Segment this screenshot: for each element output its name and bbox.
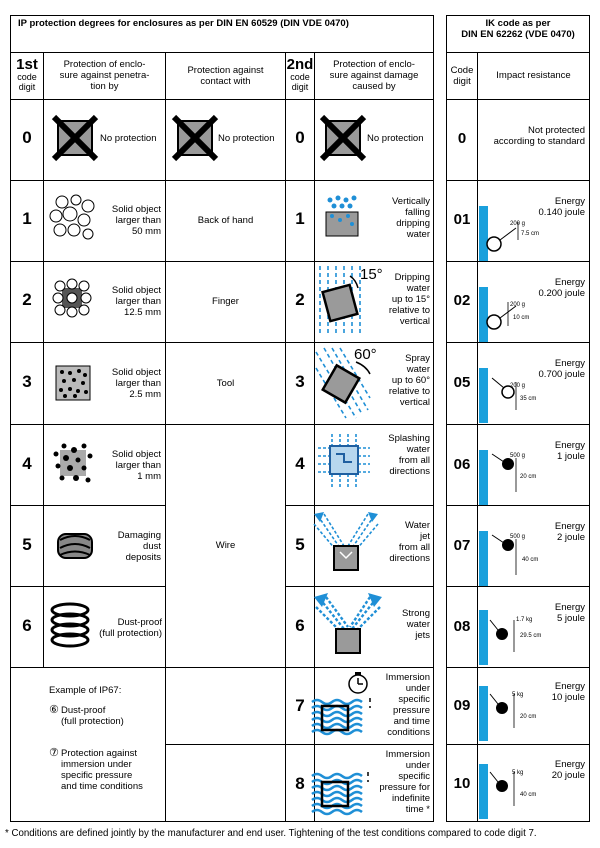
second-digit-subheader: code digit — [290, 72, 310, 92]
impact-hammer-icon — [486, 210, 522, 254]
ik-code: 01 — [453, 211, 471, 228]
solid-text: No protection — [100, 133, 157, 144]
impact-weight: 5 kg — [512, 770, 524, 776]
ip-title: IP protection degrees for enclosures as per DIN EN 60529 (DIN VDE 0470) — [18, 18, 349, 29]
second-digit: 1 — [295, 209, 305, 228]
impact-height: 20 cm — [520, 474, 537, 480]
example-item2-number: ⑦ — [49, 747, 59, 759]
no-protection-icon — [320, 115, 366, 161]
water-text: No protection — [367, 133, 424, 144]
example-item2-text: Protection against immersion under specific pressure and time conditions — [61, 748, 143, 792]
water-text: Vertically falling dripping water — [391, 196, 430, 240]
impact-text: Energy 2 joule — [554, 521, 585, 543]
impact-text: Energy 0.700 joule — [538, 358, 585, 380]
contact-text: Tool — [216, 378, 235, 389]
second-digit: 4 — [295, 454, 305, 473]
impact-weight: 200 g — [510, 221, 526, 227]
ik-code: 0 — [457, 130, 467, 147]
ik-code: 10 — [453, 775, 471, 792]
solid-text: Solid object larger than 50 mm — [111, 204, 161, 237]
first-digit: 4 — [22, 454, 32, 473]
solid-text: Solid object larger than 12.5 mm — [111, 285, 161, 318]
ik-title: IK code as per DIN EN 62262 (VDE 0470) — [461, 18, 575, 40]
impact-weight: 5 kg — [512, 692, 524, 698]
water-text: Spray water up to 60° relative to vertical — [388, 353, 430, 408]
ik-code: 05 — [453, 374, 471, 391]
impact-height: 40 cm — [522, 557, 539, 563]
second-digit: 5 — [295, 535, 305, 554]
dripping-water-icon — [322, 196, 362, 240]
second-digit-header: 2nd — [286, 56, 314, 73]
ik-code: 09 — [453, 697, 471, 714]
solid-text: Solid object larger than 2.5 mm — [111, 367, 161, 400]
water-text: Immersion under specific pressure for indefinite time * — [379, 749, 430, 815]
angle-label: 15° — [360, 266, 383, 283]
impact-height: 10 cm — [513, 315, 530, 321]
impact-header: Impact resistance — [496, 70, 571, 81]
dust-proof-icon — [48, 602, 92, 648]
impact-height: 29.5 cm — [520, 633, 542, 639]
water-header: Protection of enclo- sure against damage caused by — [329, 59, 419, 92]
first-digit: 5 — [22, 535, 32, 554]
grid-line — [10, 15, 434, 16]
first-digit-header: 1st — [16, 56, 38, 73]
water-text: Water jet from all directions — [389, 520, 430, 564]
footnote: * Conditions are defined jointly by the manufacturer and end user. Tightening of the test conditions compared to code digit 7. — [5, 828, 537, 839]
first-digit: 0 — [22, 128, 32, 147]
grid-line — [10, 821, 434, 822]
second-digit: 6 — [295, 616, 305, 635]
impact-text: Energy 20 joule — [551, 759, 585, 781]
medium-spheres-icon — [50, 276, 94, 324]
impact-weight: 200 g — [510, 383, 526, 389]
impact-text: Energy 0.200 joule — [538, 277, 585, 299]
impact-height: 7.5 cm — [521, 231, 540, 237]
water-text: Immersion under specific pressure and time conditions — [385, 672, 430, 738]
large-spheres-icon — [48, 192, 98, 248]
grid-line — [589, 15, 590, 822]
first-digit: 2 — [22, 290, 32, 309]
first-digit-subheader: code digit — [17, 72, 37, 92]
grid-line — [446, 821, 590, 822]
impact-text: Energy 1 joule — [554, 440, 585, 462]
grid-line — [433, 15, 434, 822]
impact-height: 35 cm — [520, 396, 537, 402]
ik-code: 08 — [453, 618, 471, 635]
ik-code: 02 — [453, 292, 471, 309]
impact-text: Energy 10 joule — [551, 681, 585, 703]
example-title: Example of IP67: — [49, 685, 122, 696]
ik-code-header: Code digit — [450, 65, 474, 87]
second-digit: 3 — [295, 372, 305, 391]
grid-line — [446, 15, 590, 16]
small-granules-icon — [54, 364, 92, 402]
contact-text: Finger — [212, 296, 239, 307]
impact-hammer-icon — [486, 372, 522, 416]
grid-line — [446, 52, 590, 53]
contact-header: Protection against contact with — [187, 65, 264, 87]
solid-text: Dust-proof (full protection) — [99, 617, 162, 639]
second-digit: 7 — [295, 696, 305, 715]
penetration-header: Protection of enclo- sure against penetra- tion by — [59, 59, 150, 92]
water-text: Dripping water up to 15° relative to vertical — [388, 272, 430, 327]
impact-height: 20 cm — [520, 714, 537, 720]
impact-weight: 200 g — [510, 302, 526, 308]
impact-weight: 500 g — [510, 453, 526, 459]
impact-weight: 1.7 kg — [516, 617, 533, 623]
impact-text: Energy 5 joule — [554, 602, 585, 624]
first-digit: 6 — [22, 616, 32, 635]
solid-text: Solid object larger than 1 mm — [111, 449, 161, 482]
fine-particles-icon — [50, 440, 96, 488]
example-item1-number: ⑥ — [49, 704, 59, 716]
contact-text: Wire — [215, 540, 236, 551]
impact-weight: 500 g — [510, 534, 526, 540]
second-digit: 2 — [295, 290, 305, 309]
first-digit: 1 — [22, 209, 32, 228]
impact-text: Energy 0.140 joule — [538, 196, 585, 218]
no-protection-icon — [172, 115, 218, 161]
impact-text: Not protected according to standard — [493, 125, 585, 147]
angle-label: 60° — [354, 346, 377, 363]
water-text: Splashing water from all directions — [388, 433, 430, 477]
dust-deposit-icon — [54, 528, 96, 564]
second-digit: 8 — [295, 774, 305, 793]
contact-text: No protection — [218, 133, 275, 144]
ik-code: 07 — [453, 537, 471, 554]
water-text: Strong water jets — [402, 608, 430, 641]
example-item1-text: Dust-proof (full protection) — [61, 705, 124, 727]
impact-height: 40 cm — [520, 792, 537, 798]
no-protection-icon — [52, 115, 98, 161]
impact-hammer-icon — [486, 290, 522, 334]
ik-code: 06 — [453, 456, 471, 473]
grid-line — [10, 52, 434, 53]
contact-text: Back of hand — [197, 215, 254, 226]
solid-text: Damaging dust deposits — [117, 530, 161, 563]
second-digit: 0 — [295, 128, 305, 147]
first-digit: 3 — [22, 372, 32, 391]
